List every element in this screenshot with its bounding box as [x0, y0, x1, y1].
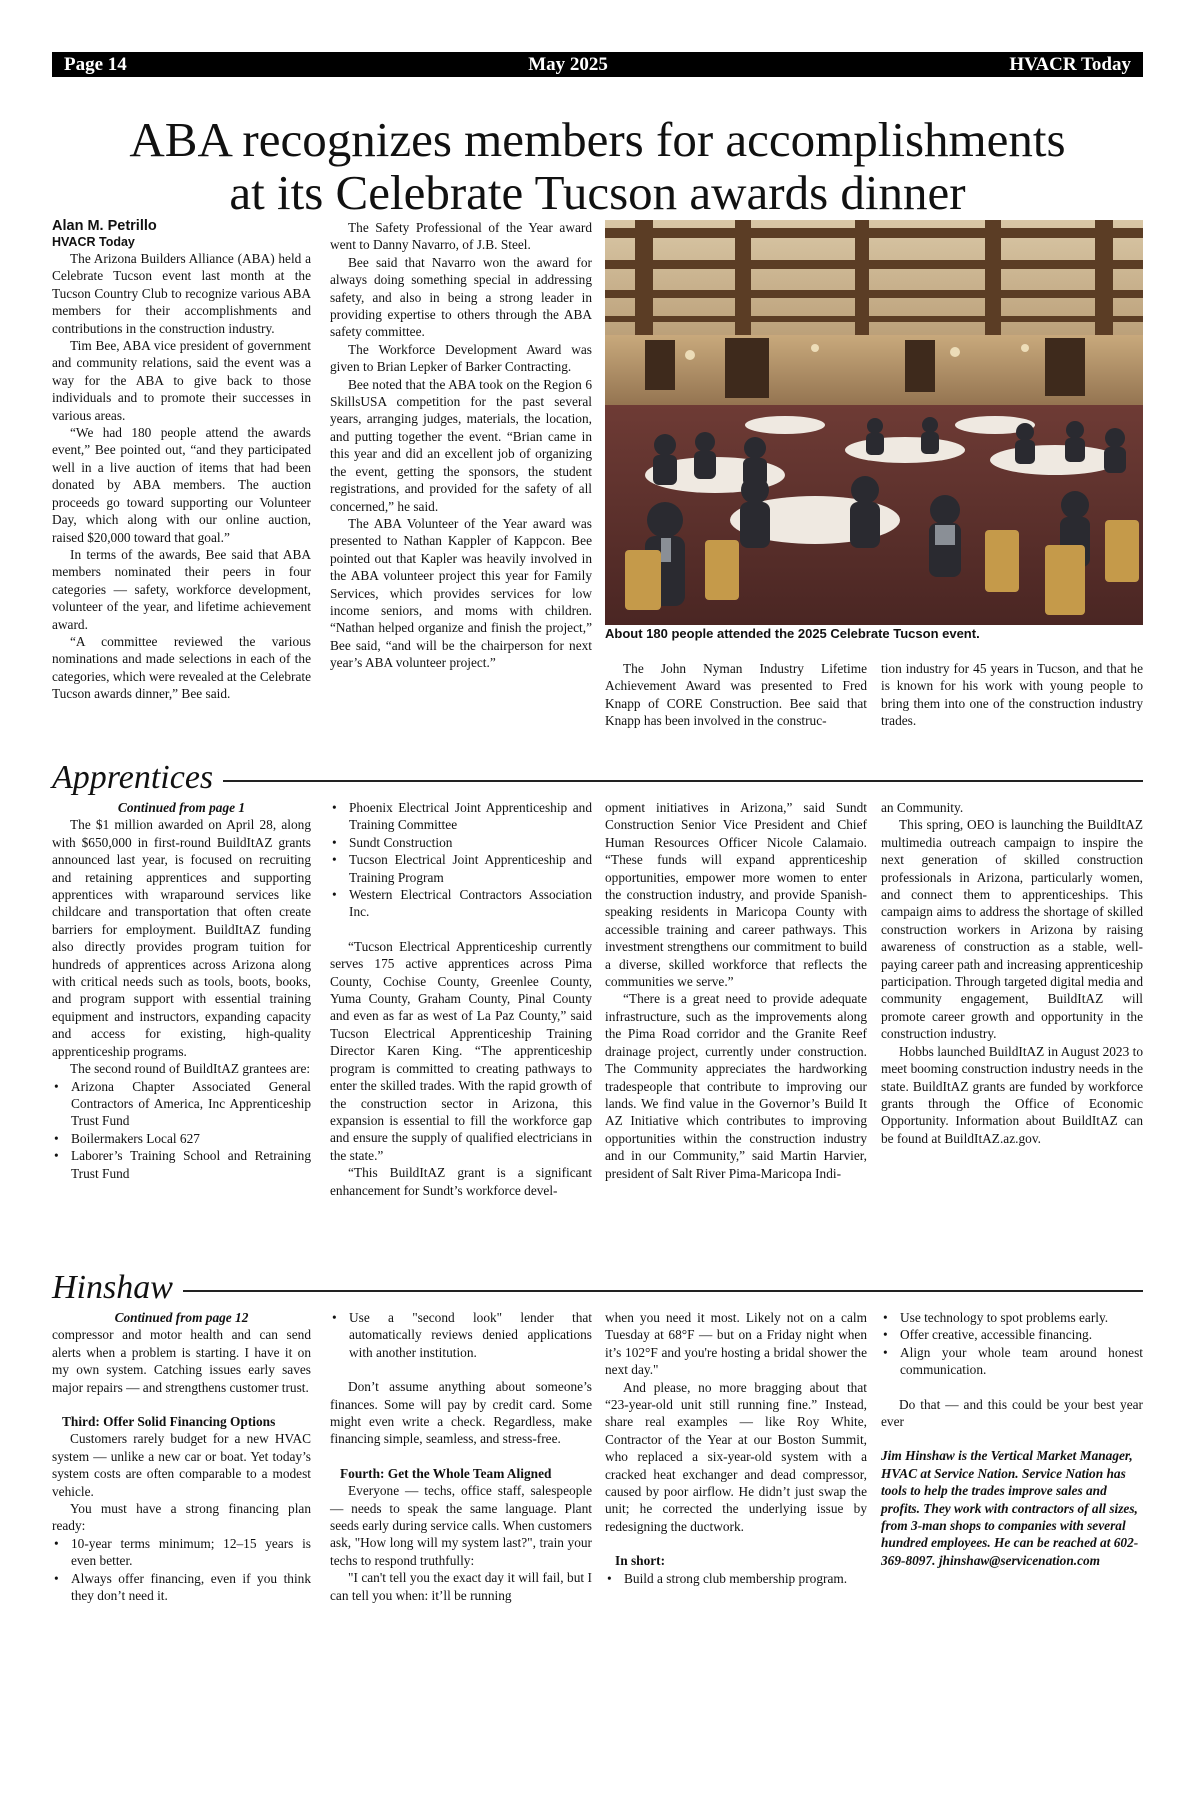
list-item: • Build a strong club membership program. [605, 1570, 867, 1587]
issue-date: May 2025 [528, 53, 608, 75]
apprentices-title: Apprentices [52, 759, 214, 796]
section-rule [183, 1290, 1143, 1292]
list-item: • Boilermakers Local 627 [52, 1130, 311, 1147]
bullet-list [605, 1570, 867, 1587]
article-paragraph: The Safety Professional of the Year award went to Danny Navarro, of J.B. Steel. [330, 220, 592, 253]
list-item: • Phoenix Electrical Joint Apprenticeship and Training Committee [330, 799, 592, 834]
list-item: • Tucson Electrical Joint Apprenticeship and Training Program [330, 851, 592, 886]
continued-note: Continued from page 12 [114, 1310, 249, 1325]
article-paragraph: “A committee reviewed the various nominations and made selections in each of the categories, which were revealed at the Celebrate Tucson awards dinner,” Bee said. [52, 633, 311, 702]
article-paragraph: Everyone — techs, office staff, salespeople — needs to speak the same language. Plant seeds early during service calls. When customers ask, "How long will my system last?", train your techs to respond truthfully: [330, 1483, 592, 1568]
headline-line-2: at its Celebrate Tucson awards dinner [229, 165, 966, 220]
article-paragraph: “Tucson Electrical Apprenticeship currently serves 175 active apprentices across Pima County, Cochise County, Greenlee County, Yuma County, Graham County, Pinal County and even as far as west of La Paz County,” said Tucson Electrical Apprenticeship Training Director Karen King. “The apprenticeship program is committed to creating pathways to enter the skilled trades. With the rapid growth of the construction sector in Arizona, this expansion is essential to fill the workforce gap and ensure the supply of qualified electricians in the state.” [330, 938, 592, 1163]
article-paragraph: The second round of BuildItAZ grantees are: [70, 1061, 311, 1077]
apprentices-section-header [52, 758, 1143, 798]
section-rule [223, 780, 1143, 782]
article-paragraph: when you need it most. Likely not on a calm Tuesday at 68°F — but on a Friday night when it’s 102°F and you're hosting a bridal shower the next day." [605, 1310, 867, 1378]
article-column-1 [52, 218, 311, 703]
subhead: In short: [615, 1553, 666, 1569]
bullet-list [881, 1309, 1143, 1379]
publication-name: HVACR Today [1009, 53, 1131, 75]
list-item: • Laborer’s Training School and Retraining Trust Fund [52, 1147, 311, 1182]
hinshaw-title: Hinshaw [52, 1269, 173, 1306]
article-paragraph: And please, no more bragging about that “23-year-old unit still running fine.” Instead, share real examples — like Roy White, Contractor of the Year at our Boston Summit, who replaced a six-year-old system with a cracked heat exchanger and dead compressor, caused by poor airflow. He didn’t just swap the unit; he corrected the underlying issue by redesigning the ductwork. [605, 1379, 867, 1534]
article-paragraph: Bee noted that the ABA took on the Region 6 SkillsUSA competition for the past several years, arranging judges, materials, the location, and putting together the event. “Brian came in this year and did an excellent job of organizing the event, getting the sponsors, the student registrations, and provided for the safety of all concerned,” he said. [330, 376, 592, 514]
article-paragraph: The $1 million awarded on April 28, along with $650,000 in first-round BuildItAZ grants announced last year, is focused on recruiting and retaining apprentices and supporting apprentices with wraparound services like childcare and transportation that often create barriers for employment. BuildItAZ funding also directly provides program tuition for hundreds of apprentices across Arizona along with critical needs such as tools, boots, books, and program support with essential training equipment and instructors, expanding capacity and access for existing, high-quality apprenticeship programs. [52, 817, 311, 1059]
article-paragraph: “We had 180 people attend the awards event,” Bee pointed out, “and they participated well in a live auction of items that had been donated by ABA members. The auction proceeds go toward supporting our Volunteer Day, which along with our online auction, raised $20,000 toward that goal.” [52, 425, 311, 545]
apprentices-column-2 [330, 799, 592, 1199]
grantee-list [330, 799, 592, 921]
article-paragraph: Hobbs launched BuildItAZ in August 2023 to meet booming construction industry needs in the state. BuildItAZ grants are funded by workforce grants through the Office of Economic Opportunity. Information about BuildItAZ can be found at BuildItAZ.az.gov. [881, 1043, 1143, 1146]
apprentices-column-3 [605, 799, 867, 1182]
event-photo [605, 220, 1143, 625]
article-paragraph: Bee said that Navarro won the award for always doing something special in addressing safety, and also in being a strong leader in providing expertise to others through the ABA safety committee. [330, 254, 592, 340]
article-paragraph: The ABA Volunteer of the Year award was presented to Nathan Kappler of Kappcon. Bee pointed out that Kapler was heavily involved in the ABA volunteer project this year for Family Services, which provides services for low income seniors, and moms with children. “Nathan helped organize and finish the project,” Bee said, “and will be the chairperson for next year’s ABA volunteer project.” [330, 515, 592, 671]
list-item: • Align your whole team around honest communication. [881, 1344, 1143, 1379]
article-paragraph: Don’t assume anything about someone’s finances. Some will pay by credit card. Some might even write a check. Regardless, make financing simple, seamless, and stress-free. [330, 1379, 592, 1447]
article-paragraph: tion industry for 45 years in Tucson, and that he is known for his work with young people to bring them into one of the construction industry trades. [881, 661, 1143, 729]
article-paragraph: "I can't tell you the exact day it will fail, but I can tell you when: it’ll be running [330, 1570, 592, 1603]
photo-caption: About 180 people attended the 2025 Celebrate Tucson event. [605, 626, 980, 641]
hinshaw-column-2 [330, 1309, 592, 1604]
article-paragraph: Do that — and this could be your best year ever [881, 1396, 1143, 1430]
article-paragraph: Tim Bee, ABA vice president of government and community relations, said the event was a way for the ABA to give back to those individuals and to promote their successes in various areas. [52, 338, 311, 423]
list-item: • Always offer financing, even if you think they don’t need it. [52, 1570, 311, 1605]
article-paragraph: The Workforce Development Award was given to Brian Lepker of Barker Contracting. [330, 341, 592, 375]
list-item: • Western Electrical Contractors Association Inc. [330, 886, 592, 921]
byline-outlet: HVACR Today [52, 235, 135, 249]
banquet-hall-illustration [605, 220, 1143, 625]
continued-note: Continued from page 1 [117, 800, 246, 815]
page-header-bar [52, 52, 1143, 77]
article-paragraph: In terms of the awards, Bee said that ABA members nominated their peers in four categories — safety, workforce development, volunteer of the year, and lifetime achievement award. [52, 546, 311, 632]
list-item: • Offer creative, accessible financing. [881, 1326, 1143, 1343]
article-paragraph: This spring, OEO is launching the BuildItAZ multimedia outreach campaign to inspire the next generation of skilled construction professionals in Arizona, particularly women, and connect them to apprenticeships. This campaign aims to address the shortage of skilled construction workers in Arizona by raising awareness of construction as a stable, well-paying career path and increasing apprenticeship participation. Through targeted digital media and community engagement, BuildItAZ will promote career growth and opportunity in the construction industry. [881, 817, 1143, 1042]
article-paragraph: compressor and motor health and can send alerts when a problem is starting. I have it on my own system. Catching issues early saves major repairs — and strengthens customer trust. [52, 1327, 311, 1395]
list-item: • 10-year terms minimum; 12–15 years is even better. [52, 1535, 311, 1570]
apprentices-column-1 [52, 799, 311, 1182]
article-paragraph: The John Nyman Industry Lifetime Achievement Award was presented to Fred Knapp of CORE Construction. Bee said that Knapp has been involved in the construc- [605, 661, 867, 729]
hinshaw-column-1 [52, 1309, 311, 1605]
subhead: Fourth: Get the Whole Team Aligned [340, 1465, 552, 1481]
author-bio: Jim Hinshaw is the Vertical Market Manager, HVAC at Service Nation. Service Nation has tools to help the trades improve sales and profits. They work with contractors of all sizes, from 3-man shops to companies with several hundred employees. He can be reached at 602-369-8097. jhinshaw@servicenation.com [881, 1448, 1139, 1568]
list-item: • Sundt Construction [330, 834, 592, 851]
apprentices-column-4 [881, 799, 1143, 1147]
list-item: • Arizona Chapter Associated General Contractors of America, Inc Apprenticeship Trust Fund [52, 1078, 311, 1130]
headline-line-1: ABA recognizes members for accomplishments [129, 112, 1066, 167]
byline-author: Alan M. Petrillo [52, 218, 157, 234]
bullet-list [52, 1535, 311, 1605]
article-column-4 [881, 660, 1143, 730]
article-column-2 [330, 219, 592, 672]
list-item: • Use technology to spot problems early. [881, 1309, 1143, 1326]
article-headline [52, 113, 1143, 219]
article-paragraph: The Arizona Builders Alliance (ABA) held a Celebrate Tucson event last month at the Tucson Country Club to recognize various ABA members for their accomplishments and contributions in the construction industry. [52, 251, 311, 336]
page-number: Page 14 [64, 53, 127, 75]
article-paragraph: “This BuildItAZ grant is a significant enhancement for Sundt’s workforce devel- [330, 1165, 592, 1198]
article-paragraph: opment initiatives in Arizona,” said Sundt Construction Senior Vice President and Chief Human Resources Officer Nicole Calamaio. “These funds will expand apprenticeship opportunities, empower more women to enter the construction industry, and provide Spanish-speaking residents in Maricopa County with accessible training and career pathways. This investment strengthens our commitment to build a diverse, skilled workforce that reflects the communities we serve.” [605, 800, 867, 990]
article-paragraph: You must have a strong financing plan ready: [52, 1501, 311, 1534]
article-paragraph: an Community. [881, 800, 964, 815]
grantee-list [52, 1078, 311, 1182]
article-paragraph: Customers rarely budget for a new HVAC system — unlike a new car or boat. Yet today’s system costs are often comparable to a modest vehicle. [52, 1431, 311, 1499]
article-paragraph: “There is a great need to provide adequate infrastructure, such as the improvements along the Pima Road corridor and the Granite Reef drainage project, currently under construction. The Community appreciates the hardworking tradespeople that contribute to improving our lands. We find value in the Governor’s Build It AZ Initiative which contributes to improving opportunities within the construction industry and in our Community,” said Martin Harvier, president of Salt River Pima-Maricopa Indi- [605, 991, 867, 1181]
hinshaw-column-3 [605, 1309, 867, 1587]
hinshaw-section-header [52, 1268, 1143, 1308]
bullet-list [330, 1309, 592, 1361]
hinshaw-column-4 [881, 1309, 1143, 1569]
article-column-3 [605, 660, 867, 730]
list-item: • Use a "second look" lender that automatically reviews denied applications with another institution. [330, 1309, 592, 1361]
subhead: Third: Offer Solid Financing Options [62, 1414, 276, 1430]
